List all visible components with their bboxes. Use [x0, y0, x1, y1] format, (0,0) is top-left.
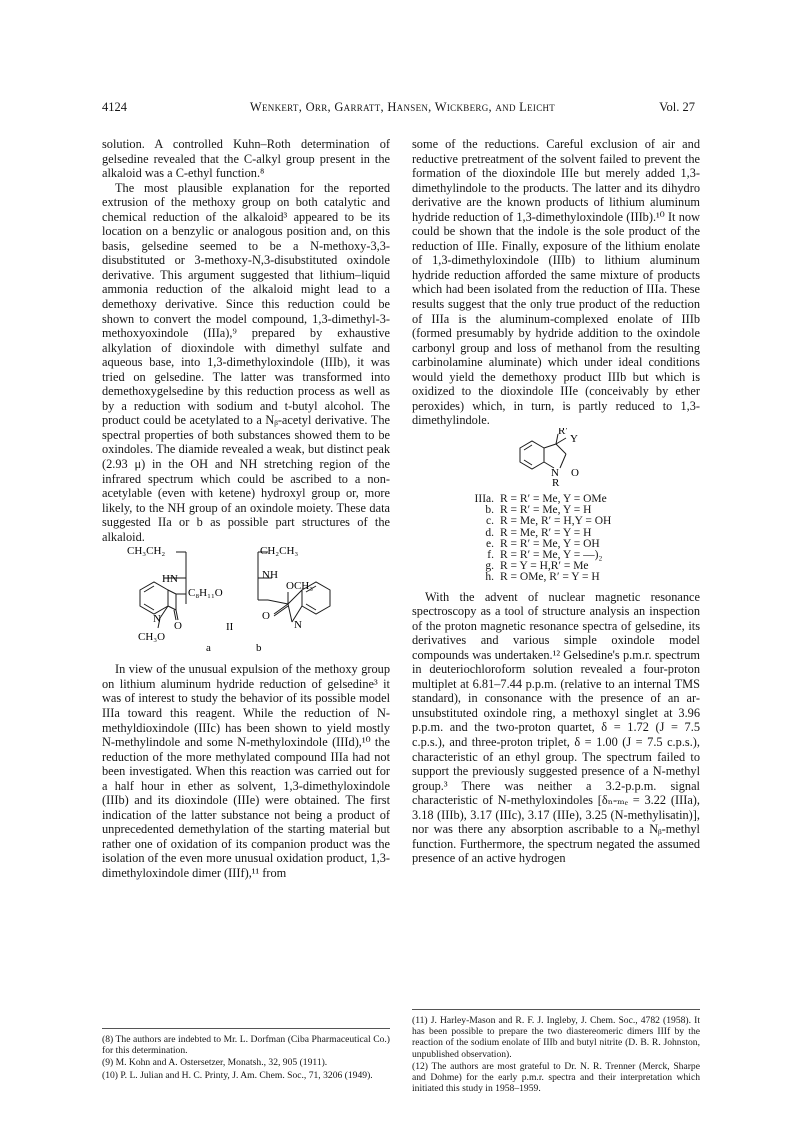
compound-list — [468, 494, 700, 584]
ch3o-label: CH₃O — [138, 631, 166, 644]
compound-definition: R = Me, R′ = Y = H — [500, 526, 592, 539]
paragraph: some of the reductions. Careful exclusion of air and reductive pretreatment of the solvent failed to prevent the formation of the dioxindole IIIe but merely added 1,3-dimethylindole to the products. The latter and its dihydro derivative are the known products of lithium aluminum hydride reduction of 1,3-dimethyloxindole (IIIb).¹⁰ It now could be shown that the indole is the sole product of the reduction of IIIe. Finally, exposure of the lithium enolate of 1,3-dimethyloxindole (IIIb) to lithium aluminum hydride reduction afforded the same mixture of products which had been isolated from the reduction of IIIa. These results suggest that the only true product of the reduction of IIIa is the aluminum-complexed enolate of IIIb (formed presumably by hydride addition to the oxindole carbonyl group and loss of methanol from the resulting carbinolamine aluminate) which under ideal conditions would yield the demethoxy product IIIb but which is oxidized to the dioxindole IIIe (conceivably by ether peroxides) which, in turn, is partly reduced to 1,3-dimethylindole. — [412, 137, 700, 428]
n-label: N — [551, 466, 559, 479]
right-column — [412, 137, 700, 866]
structure-b-label: b — [256, 642, 262, 655]
paragraph: With the advent of nuclear magnetic resonance spectroscopy as a tool of structure analysis an inspection of the proton magnetic resonance spectra of gelsedine, its derivatives and various simple oxindole model compounds was undertaken.¹² Gelsedine's p.m.r. spectrum in deuteriochloroform solution revealed a four-proton multiplet at 6.81–7.44 p.p.m. (relative to an internal TMS standard), in consonance with the presence of an ar-unsubstituted oxindole ring, a methoxyl singlet at 3.96 p.p.m. and the two-proton quartet, δ = 1.72 (J = 7.5 c.p.s.), and three-proton triplet, δ = 1.00 (J = 7.5 c.p.s.), characteristic of an ethyl group. The spectrum failed to support the previously suggested presence of a N-methyl group.³ There was neither a 3.2-p.p.m. signal characteristic of N-methyloxindoles [δₙ-ₘₑ = 3.22 (IIIa), 3.18 (IIIb), 3.17 (IIIc), 3.17 (IIIe), 3.25 (N-methylisatin)], nor was there any absorption ascribable to a Nᵦ-methyl function. Furthermore, the spectrum negated the assumed presence of an active hydrogen — [412, 589, 700, 866]
compound-definition: R = R′ = Me, Y = H — [500, 504, 592, 517]
compound-definition: R = Y = H,R′ = Me — [500, 560, 589, 573]
n-label-b: N — [294, 619, 302, 632]
structure-a-label: a — [206, 642, 211, 655]
paragraph: In view of the unusual expulsion of the methoxy group on lithium aluminum hydride reduction of gelsedine³ it was of interest to study the behavior of its possible model IIIa toward this reagent. While the reduction of N-methyldioxindole (IIIc) has been shown to yield mostly N-methylindole and some N-methyloxindole (IIId),¹⁰ the reduction of the more methylated compound IIIa had not been investigated. When this reaction was carried out for a half hour in ether as solvent, 1,3-dimethyloxindole (IIIb) and its dioxindole (IIIe) were obtained. The first indication of the latter substance not being a product of unprecedented demethylation of the starting material but rather one of oxidation of its companion product was the isolation of the even more unusual oxidation product, 1,3-dimethyloxindole dimer (IIIf),¹¹ from — [102, 662, 390, 880]
n-label-a: N — [153, 613, 161, 626]
compound-label: IIIa. — [474, 492, 494, 505]
compound-definition: R = R′ = Me, Y = OH — [500, 537, 600, 550]
c8h11o-label: C₈H₁₁O — [188, 587, 223, 600]
compound-number: II — [226, 621, 234, 634]
hn-label: HN — [162, 573, 178, 586]
compound-label: g. — [485, 560, 494, 573]
figure-ii-structures — [102, 544, 390, 662]
footnotes-left — [102, 1028, 390, 1082]
och3-label: OCH₃ — [286, 580, 314, 593]
footnote: (10) P. L. Julian and H. C. Printy, J. Am. Chem. Soc., 71, 3206 (1949). — [102, 1069, 373, 1081]
footnote: (11) J. Harley-Mason and R. F. J. Ingleby, J. Chem. Soc., 4782 (1958). It has been possible to prepare the two diastereomeric dimers IIIf by the reaction of the sodium enolate of IIIb and butyl nitrite (D. B. R. Johnston, unpublished observation). — [412, 1015, 700, 1060]
paragraph: The most plausible explanation for the reported extrusion of the methoxy group on both catalytic and chemical reduction of the alkaloid³ appeared to be its location on a benzylic or analogous position and, on this basis, gelsedine seemed to be a N-methoxy-3,3-disubstituted or 3-methoxy-N,3-disubstituted oxindole derivative. This argument suggested that lithium–liquid ammonia reduction of the alkaloid might lead to a demethoxy derivative. Since this reduction could be shown to convert the model compound, 1,3-dimethyl-3-methoxyoxindole (IIIa),⁹ prepared by exhaustive alkylation of dioxindole with dimethyl sulfate and aqueous base, into 1,3-dimethyloxindole (IIIb), it was tried on gelsedine. The latter was transformed into demethoxygelsedine by this reduction process as well as by a reduction with sodium and t-butyl alcohol. The product could be acetylated to a Nᵦ-acetyl derivative. The spectral properties of both substances showed them to be oxindoles. The diamide revealed a weak, but distinct peak (2.93 μ) in the OH and NH stretching region of the infrared spectrum which could be ascribed to a non-acetylable (even with ketene) hydroxyl group or, more likely, to the NH group of an oxindole moiety. These data suggested IIa or b as possible part structures of the alkaloid. — [102, 180, 390, 544]
o-label-b: O — [262, 610, 270, 623]
compound-label: c. — [486, 515, 494, 528]
compound-definition: R = OMe, R′ = Y = H — [500, 571, 600, 584]
running-authors: Wenkert, Orr, Garratt, Hansen, Wickberg, and Leicht — [249, 100, 556, 114]
footnote: (9) M. Kohn and A. Ostersetzer, Monatsh., 32, 905 (1911). — [102, 1057, 328, 1069]
compound-definition: R = R′ = Me, Y = —)₂ — [500, 548, 603, 561]
page-number: 4124 — [102, 100, 127, 114]
ethyl-label-b: CH₂CH₃ — [260, 545, 299, 558]
compound-label: h. — [485, 571, 494, 584]
running-header — [0, 100, 805, 118]
list-item — [468, 516, 700, 527]
y-label: Y — [570, 432, 578, 445]
compound-definition: R = R′ = Me, Y = OMe — [500, 492, 607, 505]
r-prime-label: R′ — [558, 427, 568, 437]
footnote: (8) The authors are indebted to Mr. L. Dorfman (Ciba Pharmaceutical Co.) for this determination. — [102, 1034, 390, 1057]
list-item — [468, 572, 700, 583]
footnote: (12) The authors are most grateful to Dr. N. R. Trenner (Merck, Sharpe and Dohme) for the early p.m.r. spectra and their interpretation which initiated this study in 1958–1959. — [412, 1060, 700, 1095]
left-column — [102, 137, 390, 881]
compound-label: f. — [487, 548, 494, 561]
o-label: O — [571, 466, 579, 479]
nh-label: NH — [262, 569, 278, 582]
volume-label: Vol. 27 — [659, 100, 695, 114]
compound-label: d. — [485, 526, 494, 539]
compound-definition: R = Me, R′ = H,Y = OH — [500, 515, 612, 528]
o-label-a: O — [174, 620, 182, 633]
figure-iii-structure — [412, 428, 700, 490]
paragraph: solution. A controlled Kuhn–Roth determination of gelsedine revealed that the C-alkyl group present in the alkaloid was a C-ethyl function.⁸ — [102, 137, 390, 181]
footnotes-right — [412, 1009, 700, 1095]
compound-label: b. — [485, 504, 494, 517]
r-label: R — [552, 476, 560, 489]
compound-label: e. — [486, 537, 494, 550]
ethyl-label-a: CH₃CH₂ — [127, 545, 166, 558]
